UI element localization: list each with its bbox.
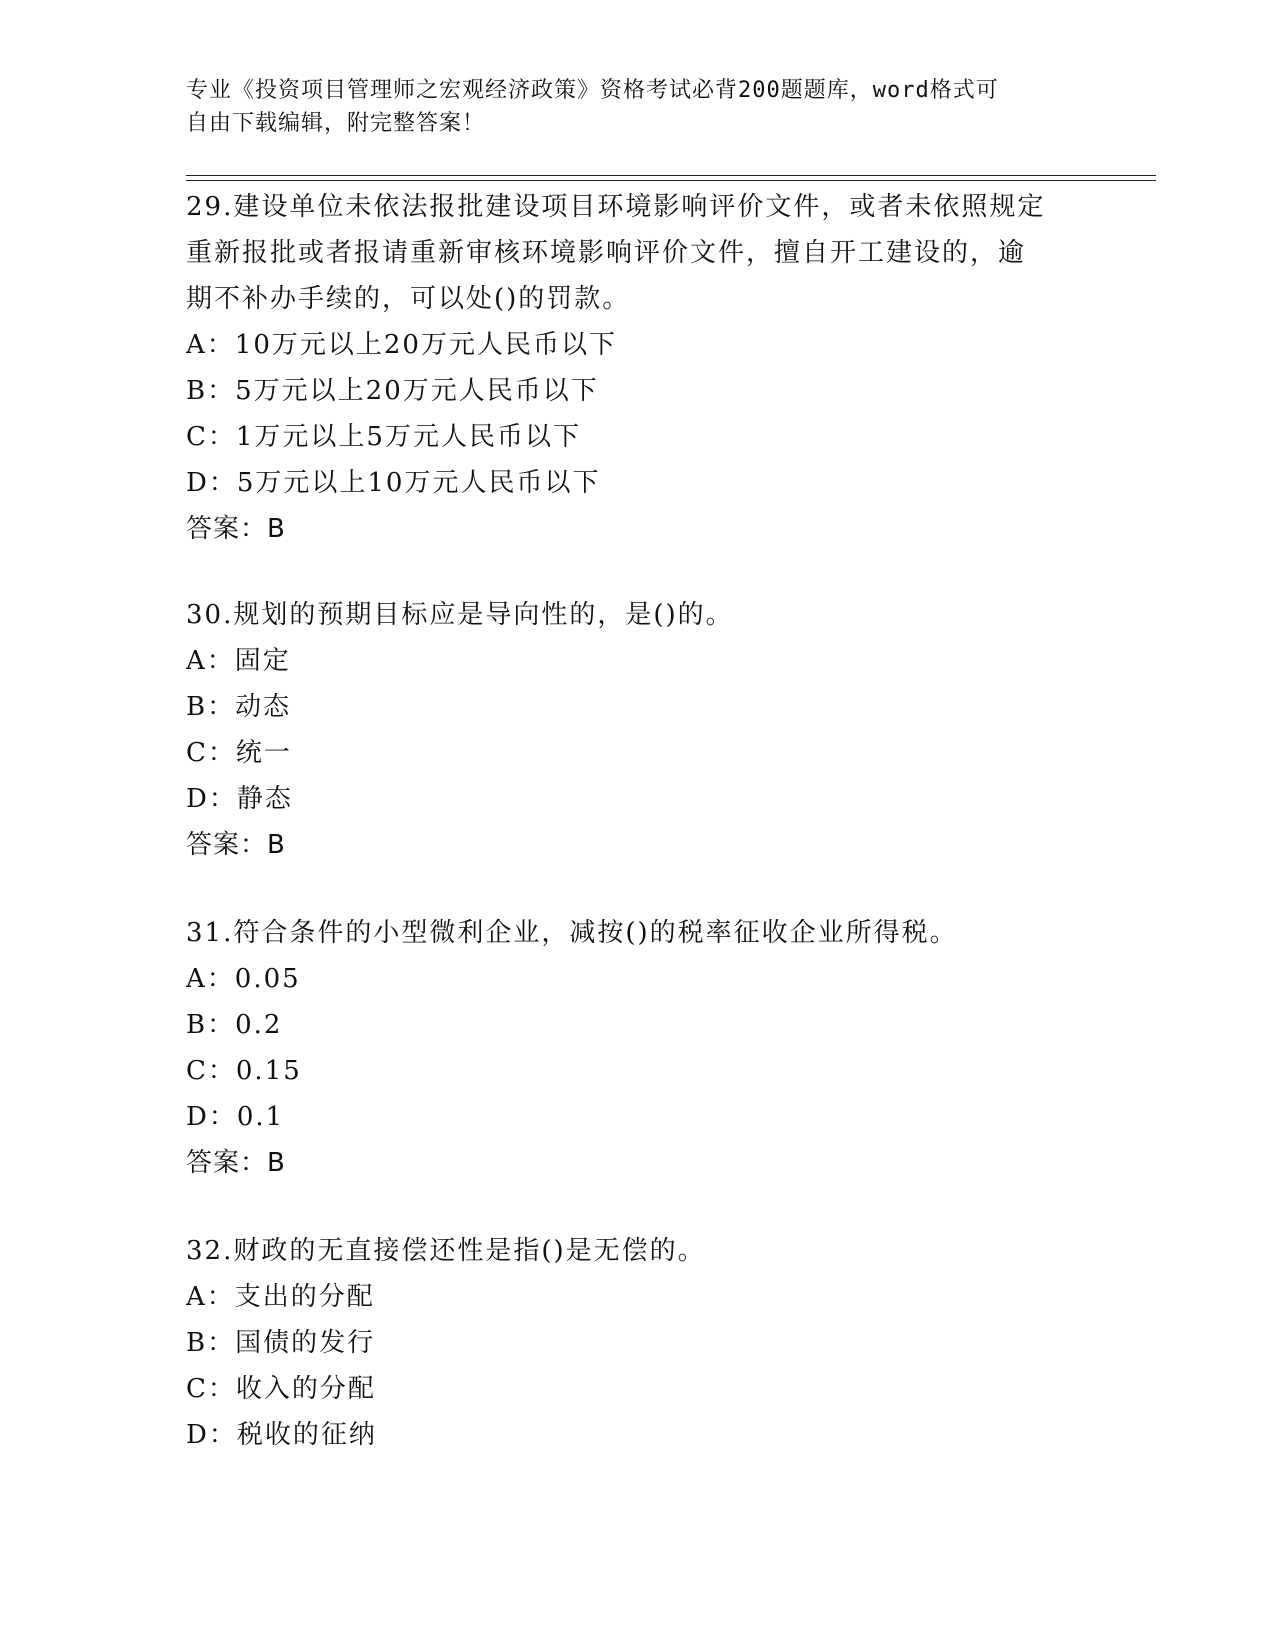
question-stem-line: 重新报批或者报请重新审核环境影响评价文件，擅自开工建设的，逾 <box>186 238 1027 268</box>
answer: 答案：B <box>186 830 286 860</box>
question-stem-line: 30.规划的预期目标应是导向性的，是()的。 <box>186 600 734 630</box>
option-c: C：0.15 <box>186 1056 302 1086</box>
option-c: C：1万元以上5万元人民币以下 <box>186 422 581 452</box>
question-stem-line: 29.建设单位未依法报批建设项目环境影响评价文件，或者未依照规定 <box>186 192 1046 222</box>
header-divider-top <box>186 175 1156 176</box>
option-a: A：支出的分配 <box>186 1282 375 1312</box>
answer: 答案：B <box>186 1148 286 1178</box>
option-a: A：10万元以上20万元人民币以下 <box>186 330 617 360</box>
document-header <box>186 74 1066 140</box>
option-c: C：收入的分配 <box>186 1374 376 1404</box>
option-d: D：静态 <box>186 784 293 814</box>
option-d: D：5万元以上10万元人民币以下 <box>186 468 601 498</box>
option-b: B：国债的发行 <box>186 1328 376 1358</box>
option-c: C：统一 <box>186 738 292 768</box>
header-divider-bottom <box>186 180 1156 181</box>
answer: 答案：B <box>186 514 286 544</box>
question-30 <box>186 592 1086 868</box>
question-32 <box>186 1228 1086 1458</box>
header-line-1: 专业《投资项目管理师之宏观经济政策》资格考试必背200题题库，word格式可 <box>186 78 999 103</box>
option-d: D：0.1 <box>186 1102 285 1132</box>
option-d: D：税收的征纳 <box>186 1420 377 1450</box>
question-31 <box>186 910 1086 1186</box>
question-stem-line: 31.符合条件的小型微利企业，减按()的税率征收企业所得税。 <box>186 918 958 948</box>
option-b: B：动态 <box>186 692 292 722</box>
option-b: B：5万元以上20万元人民币以下 <box>186 376 599 406</box>
question-stem-line: 32.财政的无直接偿还性是指()是无偿的。 <box>186 1236 706 1266</box>
option-b: B：0.2 <box>186 1010 283 1040</box>
header-line-2: 自由下载编辑，附完整答案！ <box>186 111 486 136</box>
question-stem-line: 期不补办手续的，可以处()的罚款。 <box>186 284 631 314</box>
option-a: A：固定 <box>186 646 291 676</box>
question-29 <box>186 184 1086 552</box>
option-a: A：0.05 <box>186 964 301 994</box>
